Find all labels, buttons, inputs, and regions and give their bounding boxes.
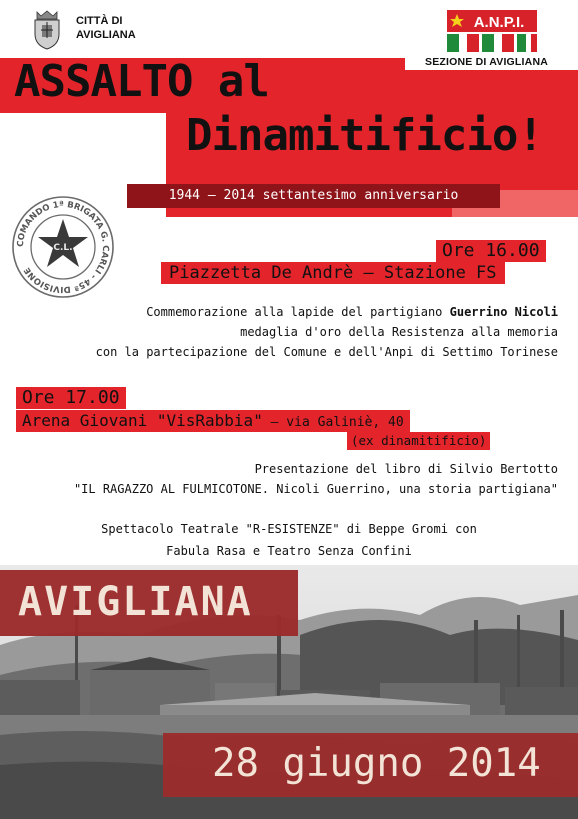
city-name (76, 14, 136, 42)
city-line2: AVIGLIANA (76, 29, 136, 41)
stamp-ring-text: COMANDO 1ª BRIGATA G. CARLI - 45ª DIVISIONE (15, 199, 111, 295)
event1-time: Ore 16.00 (436, 240, 546, 262)
title-line2: Dinamitificio! (186, 110, 543, 161)
anpi-section: SEZIONE DI AVIGLIANA (425, 56, 549, 68)
event2-address: – via Galiniè, 40 (262, 415, 404, 430)
event-date: 28 giugno 2014 (212, 741, 541, 786)
city-crest-icon (31, 8, 63, 50)
event1-place: Piazzetta De Andrè – Stazione FS (161, 262, 505, 284)
event2-show (0, 518, 578, 562)
town-name: AVIGLIANA (18, 579, 253, 625)
anniversary-banner: 1944 – 2014 settantesimo anniversario (127, 184, 500, 208)
event1-desc-line3: con la partecipazione del Comune e dell'Anpi di Settimo Torinese (95, 345, 558, 359)
event2-ex-note: (ex dinamitificio) (347, 432, 490, 450)
event1-desc-line2: medaglia d'oro della Resistenza alla memoria (240, 325, 558, 339)
event1-desc-line1 (96, 302, 558, 322)
event1-desc-pre: Commemorazione alla lapide del partigiano (146, 305, 450, 319)
city-line1: CITTÀ DI (76, 15, 123, 27)
partisan-stamp-icon (8, 192, 118, 302)
event2-book (74, 459, 558, 499)
event2-book-line2: "IL RAGAZZO AL FULMICOTONE. Nicoli Guerrino, una storia partigiana" (73, 482, 558, 496)
title-line1: ASSALTO al (14, 56, 269, 107)
event2-time: Ore 17.00 (16, 387, 126, 409)
event2-show-line2: Fabula Rasa e Teatro Senza Confini (166, 544, 412, 558)
anpi-logo-text: A.N.P.I. (473, 14, 525, 31)
stamp-center-text: C.L. (53, 243, 73, 253)
event2-show-line1: Spettacolo Teatrale "R-ESISTENZE" di Beppe Gromi con (101, 522, 477, 536)
anpi-logo-icon (447, 10, 537, 52)
event2-place (16, 410, 410, 432)
event2-venue: Arena Giovani "VisRabbia" (22, 411, 263, 430)
event1-description (96, 302, 558, 362)
event2-book-line1: Presentazione del libro di Silvio Bertotto (254, 462, 558, 476)
partisan-name: Guerrino Nicoli (449, 305, 558, 319)
